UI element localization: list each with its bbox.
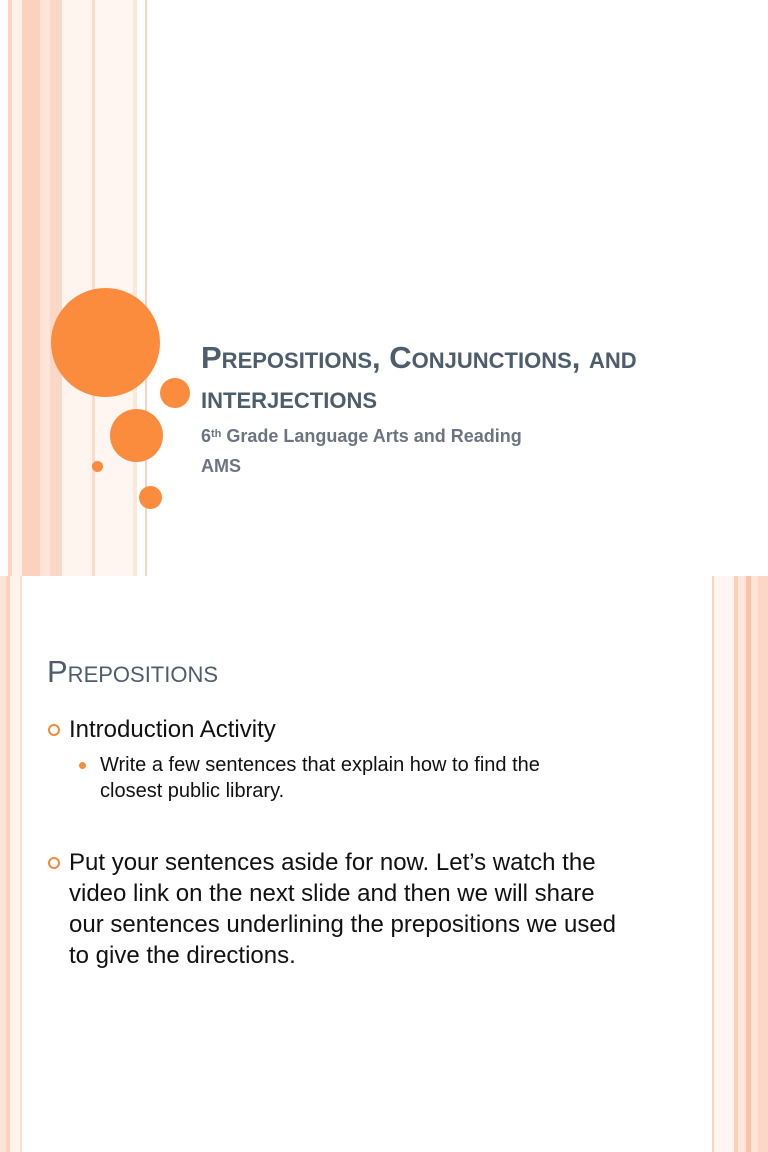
slide-subtitle bbox=[201, 425, 741, 447]
content-slide bbox=[0, 576, 768, 1152]
decorative-stripe bbox=[133, 0, 137, 576]
bullet-text-line2: video link on the next slide and then we will share bbox=[69, 880, 595, 907]
decorative-circle-small bbox=[139, 486, 162, 509]
decorative-stripe bbox=[22, 0, 40, 576]
subtitle-ordinal: th bbox=[211, 428, 222, 440]
decorative-stripe bbox=[50, 0, 62, 576]
subtitle-text: Grade Language Arts and Reading bbox=[221, 426, 522, 446]
bullet-ring-icon bbox=[48, 724, 60, 736]
bullet-text: Introduction Activity bbox=[69, 716, 276, 743]
decorative-stripe bbox=[62, 0, 92, 576]
decorative-stripe bbox=[714, 576, 734, 1152]
decorative-stripe bbox=[10, 576, 20, 1152]
decorative-stripe bbox=[12, 0, 22, 576]
slide-title-line2: interjections bbox=[201, 380, 378, 415]
bullet-ring-icon bbox=[48, 857, 60, 869]
sub-bullet-text-line1: Write a few sentences that explain how to find the bbox=[100, 754, 540, 776]
bullet-text-line4: to give the directions. bbox=[69, 942, 296, 969]
slide-title: Prepositions bbox=[47, 654, 219, 689]
decorative-circle-medium bbox=[110, 409, 163, 462]
slide-title bbox=[201, 338, 741, 418]
decorative-stripe bbox=[758, 576, 768, 1152]
decorative-stripe bbox=[40, 0, 50, 576]
subtitle-grade-number: 6 bbox=[201, 426, 212, 446]
decorative-stripe bbox=[738, 576, 746, 1152]
slide-author: AMS bbox=[201, 456, 241, 476]
decorative-stripe bbox=[20, 576, 22, 1152]
decorative-circle-large bbox=[51, 288, 160, 397]
sub-bullet-dot-icon bbox=[79, 762, 86, 769]
decorative-circle-small bbox=[160, 378, 190, 408]
bullet-text-line3: our sentences underlining the prepositions we used bbox=[69, 911, 617, 938]
slide-title-line1: Prepositions, Conjunctions, and bbox=[201, 340, 637, 375]
bullet-text-line1: Put your sentences aside for now. Let’s watch the bbox=[69, 849, 596, 876]
decorative-stripe bbox=[751, 576, 758, 1152]
decorative-circle-tiny bbox=[92, 461, 103, 472]
sub-bullet-text-line2: closest public library. bbox=[100, 780, 285, 802]
